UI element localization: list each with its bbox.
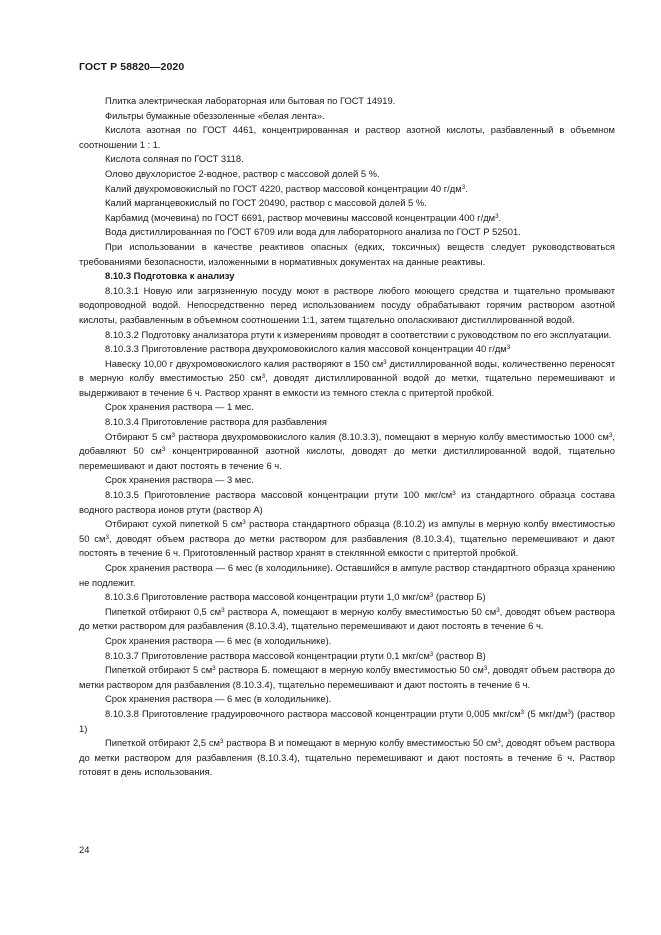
page-number: 24 xyxy=(79,844,90,855)
paragraph: Вода дистиллированная по ГОСТ 6709 или вода для лабораторного анализа по ГОСТ Р 52501. xyxy=(105,226,521,238)
paragraph: 8.10.3.3 Приготовление раствора двухромовокислого калия массовой концентрации 40 $г/дм^3$ xyxy=(105,343,511,355)
paragraph: Пипеткой отбирают 5 $см^3$ раствора Б. помещают в мерную колбу вместимостью 50 $см^3$, доводят объем раствора до метки раствором для разбавления (8.10.3.4), тщательно перемешивают и дают постоять в течение 6 ч. xyxy=(79,664,615,690)
paragraph: Кислота азотная по ГОСТ 4461, концентрированная и раствор азотной кислоты, разбавленный в объемном соотношении 1 : 1. xyxy=(79,124,615,150)
paragraph: Срок хранения раствора — 3 мес. xyxy=(105,474,254,486)
paragraph: 8.10.3.5 Приготовление раствора массовой концентрации ртути 100 мкг/$см^3$ из стандартного образца состава водного раствора ионов ртути (раствор А) xyxy=(79,489,616,515)
paragraph: Срок хранения раствора — 6 мес (в холодильнике). Оставшийся в ампуле раствор стандартного образца хранению не подлежит. xyxy=(79,562,615,588)
paragraph: Пипеткой отбирают 2,5 $см^3$ раствора В и помещают в мерную колбу вместимостью 50 $см^3$, доводят объем раствора до метки раствором для разбавления (8.10.3.4), тщательно перемешивают и дают постоять в течение 6 ч. Раствор готовят в день использования. xyxy=(79,737,616,778)
paragraph: Кислота соляная по ГОСТ 3118. xyxy=(105,153,244,165)
paragraph: 8.10.3.8 Приготовление градуировочного раствора массовой концентрации ртути 0,005 мкг/$см^3$ (5 мкг/$дм^3$) (раствор 1) xyxy=(79,707,615,734)
section-heading: 8.10.3 Подготовка к анализу xyxy=(105,270,235,282)
paragraph: Навеску 10,00 г двухромовокислого калия растворяют в 150 $см^3$ дистиллированной воды, количественно переносят в мерную колбу вместимостью 250 $см^3$, доводят дистиллированной водой до метки, тщательно перемешивают и выдерживают в течение 6 ч. Раствор хранят в емкости из темного стекла с притертой пробкой. xyxy=(79,357,615,398)
paragraph: Карбамид (мочевина) по ГОСТ 6691, раствор мочевины массовой концентрации 400 $г/дм^3$. xyxy=(105,211,502,223)
paragraph: 8.10.3.6 Приготовление раствора массовой концентрации ртути 1,0 мкг/$см^3$ (раствор Б) xyxy=(105,591,486,603)
paragraph: 8.10.3.1 Новую или загрязненную посуду моют в растворе любого моющего средства и тщательно промывают водопроводной водой. Непосредственно перед использованием посуду обрабатывают горячим раствором азотной кислоты, разбавленным в объемном соотношении 1:1, затем тщательно ополаскивают дистиллированной водой. xyxy=(79,284,615,325)
paragraph: Фильтры бумажные обеззоленные «белая лента». xyxy=(105,109,325,121)
paragraph: Срок хранения раствора — 6 мес (в холодильнике). xyxy=(105,693,332,705)
paragraph: Отбирают 5 $см^3$ раствора двухромовокислого калия (8.10.3.3), помещают в мерную колбу вместимостью 1000 $см^3$, добавляют 50 $см^3$ концентрированной азотной кислоты, доводят до метки дистиллированной водой, тщательно перемешивают и дают постоять в течение 6 ч. xyxy=(79,430,615,471)
paragraph: Плитка электрическая лабораторная или бытовая по ГОСТ 14919. xyxy=(105,95,396,106)
document-body xyxy=(79,94,615,780)
paragraph: 8.10.3.2 Подготовку анализатора ртути к измерениям проводят в соответствии с руководством по его эксплуатации. xyxy=(105,328,612,340)
paragraph: 8.10.3.7 Приготовление раствора массовой концентрации ртути 0,1 мкг/$см^3$ (раствор В) xyxy=(105,649,486,661)
paragraph: Срок хранения раствора — 6 мес (в холодильнике). xyxy=(105,634,332,646)
document-header: ГОСТ Р 58820—2020 xyxy=(79,61,185,73)
paragraph: Отбирают сухой пипеткой 5 $см^3$ раствора стандартного образца (8.10.2) из ампулы в мерную колбу вместимостью 50 $см^3$, доводят объем раствора до метки раствором для разбавления (8.10.3.4), тщательно перемешивают и дают постоять в течение 6 ч. Приготовленный раствор хранят в стеклянной емкости с притертой пробкой. xyxy=(79,518,616,559)
paragraph: Калий марганцевокислый по ГОСТ 20490, раствор с массовой долей 5 %. xyxy=(105,197,427,209)
paragraph: 8.10.3.4 Приготовление раствора для разбавления xyxy=(105,416,327,428)
paragraph: Пипеткой отбирают 0,5 $см^3$ раствора А, помещают в мерную колбу вместимостью 50 $см^3$, доводят объем раствора до метки раствором для разбавления (8.10.3.4), тщательно перемешивают и дают постоять в течение 6 ч. xyxy=(79,605,615,632)
paragraph: Калий двухромовокислый по ГОСТ 4220, раствор массовой концентрации 40 $г/дм^3$. xyxy=(105,182,468,194)
paragraph: Олово двухлористое 2-водное, раствор с массовой долей 5 %. xyxy=(105,167,380,179)
paragraph: При использовании в качестве реактивов опасных (едких, токсичных) веществ следует руководствоваться требованиями безопасности, изложенными в нормативных документах на данные реактивы. xyxy=(79,240,615,267)
paragraph: Срок хранения раствора — 1 мес. xyxy=(105,401,254,413)
